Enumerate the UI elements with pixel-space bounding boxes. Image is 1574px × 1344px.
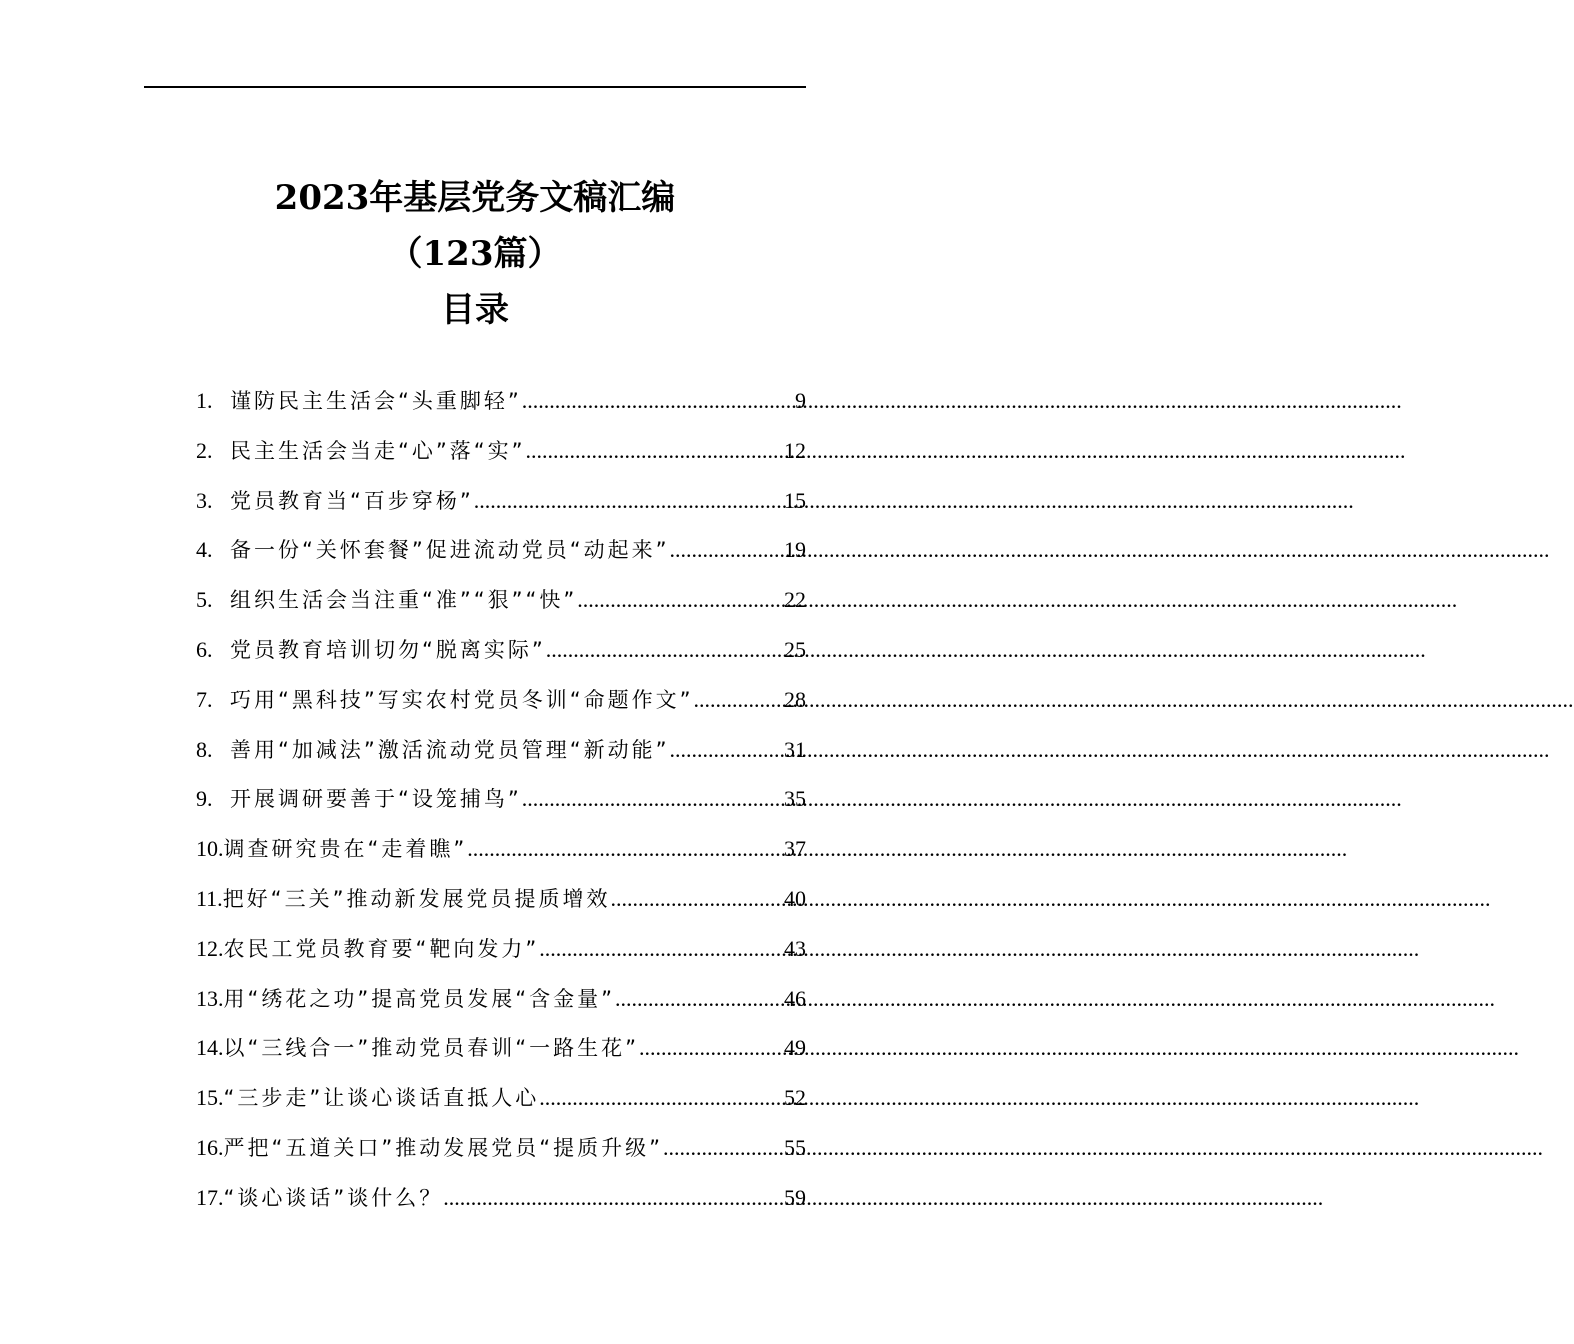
- toc-leader-dots: [577, 575, 784, 625]
- toc-entry-number: 3.: [196, 487, 213, 513]
- toc-entry[interactable]: [196, 774, 806, 824]
- toc-entry[interactable]: [196, 974, 806, 1024]
- toc-entry-title: “谈心谈话”谈什么？: [223, 1185, 444, 1210]
- toc-entry-page: 59: [784, 1184, 806, 1210]
- toc-entry-number: 15.: [196, 1085, 224, 1111]
- toc-entry[interactable]: [196, 476, 806, 526]
- toc-entry-title: 巧用“黑科技”写实农村党员冬训“命题作文”: [230, 687, 694, 712]
- toc-entry-title: 调查研究贵在“走着瞧”: [223, 837, 468, 862]
- toc-entry-number: 17.: [196, 1184, 224, 1210]
- toc-entry[interactable]: [196, 575, 806, 625]
- toc-leader-dots: [694, 675, 784, 725]
- header-rule: [144, 86, 806, 88]
- toc-leader-dots: [663, 1123, 784, 1173]
- toc-entry-page: 55: [784, 1134, 806, 1160]
- toc-entry-page: 9: [795, 388, 806, 413]
- toc-entry-title: 备一份“关怀套餐”促进流动党员“动起来”: [230, 538, 670, 563]
- toc-leader-dots: [474, 476, 784, 526]
- toc-entry-title: 用“绣花之功”提高党员发展“含金量”: [223, 986, 616, 1011]
- toc-entry-page: 28: [784, 686, 806, 712]
- toc-entry-title: 党员教育当“百步穿杨”: [230, 488, 474, 513]
- toc-entry-number: 9.: [196, 786, 213, 812]
- toc-entry-page: 52: [784, 1085, 806, 1111]
- toc-leader-dots: [522, 376, 795, 426]
- toc-entry-number: 8.: [196, 736, 213, 762]
- toc-entry-page: 46: [784, 985, 806, 1011]
- toc-leader-dots: [522, 774, 784, 824]
- toc-entry[interactable]: [196, 1073, 806, 1123]
- document-title: 2023年基层党务文稿汇编: [274, 178, 676, 218]
- toc-entry-page: 25: [784, 636, 806, 662]
- toc-leader-dots: [443, 1173, 784, 1223]
- document-subtitle: （123篇）: [388, 234, 562, 274]
- toc-entry-page: 12: [784, 437, 806, 463]
- toc-entry[interactable]: [196, 376, 806, 426]
- toc-entry-number: 16.: [196, 1134, 224, 1160]
- toc-entry-number: 7.: [196, 686, 213, 712]
- toc-entry-title: 善用“加减法”激活流动党员管理“新动能”: [230, 737, 670, 762]
- toc-entry-number: 11.: [196, 885, 223, 911]
- toc-entry-title: 组织生活会当注重“准”“狠”“快”: [230, 588, 578, 613]
- toc-leader-dots: [539, 1073, 784, 1123]
- toc-entry-title: “三步走”让谈心谈话直抵人心: [223, 1086, 540, 1111]
- toc-entry-number: 14.: [196, 1035, 224, 1061]
- toc-leader-dots: [670, 525, 784, 575]
- toc-entry-page: 37: [784, 836, 806, 862]
- toc-entry[interactable]: [196, 525, 806, 575]
- toc-leader-dots: [610, 874, 784, 924]
- toc-entry-page: 43: [784, 935, 806, 961]
- toc-entry-title: 农民工党员教育要“靶向发力”: [223, 936, 540, 961]
- toc-entry-number: 12.: [196, 935, 224, 961]
- toc-entry[interactable]: [196, 625, 806, 675]
- toc-leader-dots: [670, 725, 784, 775]
- toc-entry-number: 13.: [196, 985, 224, 1011]
- toc-entry-number: 6.: [196, 636, 213, 662]
- toc-entry-title: 民主生活会当走“心”落“实”: [230, 438, 526, 463]
- toc-entry-page: 31: [784, 736, 806, 762]
- toc-entry[interactable]: [196, 725, 806, 775]
- toc-entry-number: 10.: [196, 836, 224, 862]
- toc-entry[interactable]: [196, 874, 806, 924]
- toc-leader-dots: [539, 924, 784, 974]
- toc-entry-page: 15: [784, 487, 806, 513]
- toc-entry[interactable]: [196, 675, 806, 725]
- toc-entry[interactable]: [196, 1023, 806, 1073]
- toc-entry[interactable]: [196, 1173, 806, 1223]
- toc-leader-dots: [615, 974, 784, 1024]
- toc-entry[interactable]: [196, 426, 806, 476]
- toc-entry-number: 5.: [196, 587, 213, 613]
- toc-leader-dots: [526, 426, 784, 476]
- toc-entry-number: 1.: [196, 388, 213, 413]
- toc-entry-number: 4.: [196, 537, 213, 563]
- toc-entry-title: 开展调研要善于“设笼捕鸟”: [230, 787, 522, 812]
- toc-entry-number: 2.: [196, 437, 213, 463]
- toc-entry-page: 22: [784, 587, 806, 613]
- toc-leader-dots: [467, 824, 784, 874]
- toc-leader-dots: [639, 1023, 784, 1073]
- toc-entry[interactable]: [196, 824, 806, 874]
- toc-leader-dots: [546, 625, 784, 675]
- toc-entry-title: 以“三线合一”推动党员春训“一路生花”: [223, 1036, 640, 1061]
- table-of-contents: [196, 376, 806, 1223]
- toc-entry-title: 党员教育培训切勿“脱离实际”: [230, 637, 546, 662]
- toc-entry-page: 35: [784, 786, 806, 812]
- document-title-block: [0, 170, 950, 338]
- toc-entry-page: 49: [784, 1035, 806, 1061]
- toc-entry[interactable]: [196, 1123, 806, 1173]
- toc-entry-page: 40: [784, 885, 806, 911]
- toc-entry-title: 把好“三关”推动新发展党员提质增效: [222, 886, 611, 911]
- toc-entry-title: 谨防民主生活会“头重脚轻”: [230, 389, 522, 413]
- toc-entry[interactable]: [196, 924, 806, 974]
- toc-entry-page: 19: [784, 537, 806, 563]
- toc-heading: 目录: [441, 290, 509, 330]
- toc-entry-title: 严把“五道关口”推动发展党员“提质升级”: [223, 1135, 664, 1160]
